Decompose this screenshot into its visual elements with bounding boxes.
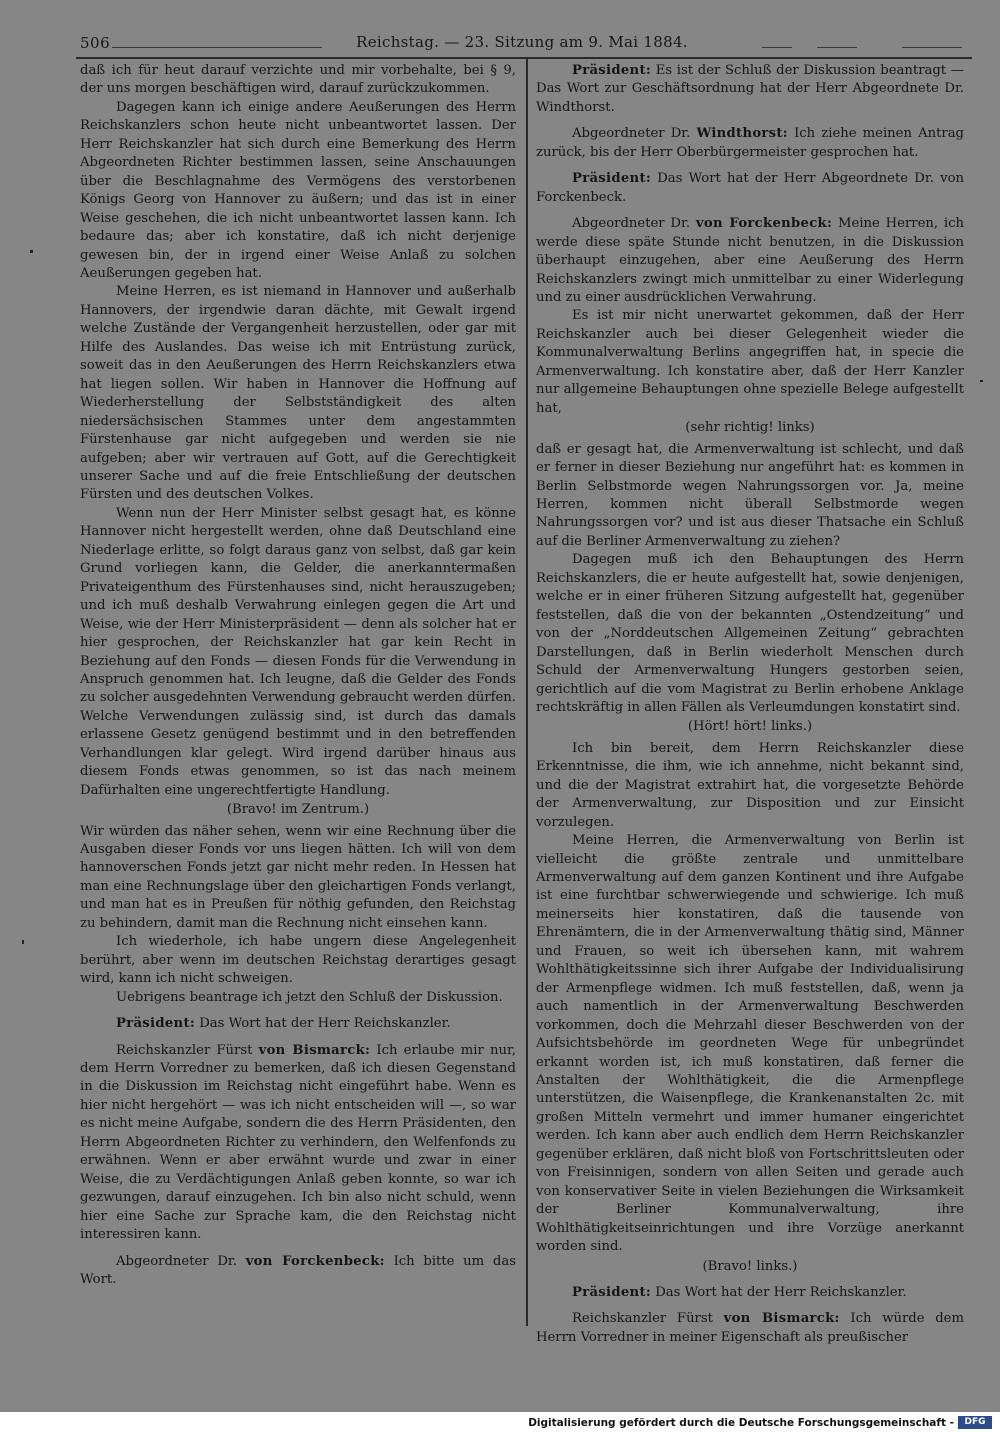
paragraph-text: Wir würden das näher sehen, wenn wir eine Rechnung über die Ausgaben dieser Fonds vor uns liegen hätten. Ich will von dem hannoverschen Fonds jetzt gar nicht mehr reden. In Hessen hat man eine Rechnungslage über den gleichartigen Fonds verlangt, und man hat es in Preußen für nöthig gefunden, den Reichstag zu behindern, damit man die Rechnung nicht einsehen kann.	[80, 823, 516, 931]
paragraph	[536, 1284, 964, 1302]
speaker-title: Reichskanzler Fürst	[572, 1311, 724, 1327]
speaker-name: von Forckenbeck:	[245, 1253, 385, 1269]
page-header	[72, 30, 972, 56]
speaker-name: von Forckenbeck:	[695, 216, 833, 232]
paragraph	[536, 1310, 964, 1347]
paragraph-text: Uebrigens beantrage ich jetzt den Schluß der Diskussion.	[116, 989, 503, 1005]
paragraph-text: Es ist mir nicht unerwartet gekommen, daß der Herr Reichskanzler auch bei dieser Gelegenheit wieder die Kommunalverwaltung Berlins angegriffen hat, in specie die Armenverwaltung. Ich konstatire aber, daß der Herr Kanzler nur allgemeine Behauptungen ohne spezielle Belege aufgestellt hat,	[536, 308, 964, 416]
scan-speck	[22, 940, 24, 944]
paragraph	[536, 125, 964, 162]
paragraph	[536, 215, 964, 307]
paragraph	[80, 62, 516, 99]
paragraph-text: Ich ziehe meinen Antrag zurück, bis der Herr Oberbürgermeister gesprochen hat.	[536, 126, 965, 160]
right-column	[536, 62, 965, 1345]
funding-note: Digitalisierung gefördert durch die Deutsche Forschungsgemeinschaft -	[528, 1417, 954, 1429]
paragraph-text: (Hört! hört! links.)	[687, 719, 813, 735]
paragraph	[536, 832, 964, 1256]
digitization-footer	[0, 1414, 1000, 1432]
paragraph-text: (Bravo! links.)	[702, 1258, 798, 1274]
paragraph-text: (Bravo! im Zentrum.)	[226, 802, 370, 818]
speaker-name: Präsident:	[572, 63, 652, 78]
paragraph-text: Ich bin bereit, dem Herrn Reichskanzler diese Erkenntnisse, die ihm, wie ich annehme, nicht bekannt sind, und die der Magistrat extrahirt hat, die vorgesetzte Behörde der Armenverwaltung, zur Disposition und zur Einsicht vorzulegen.	[536, 740, 964, 830]
speaker-name: Windthorst:	[696, 126, 788, 142]
paragraph-text: (sehr richtig! links)	[685, 420, 815, 436]
page-number: 506	[80, 34, 111, 52]
paragraph	[80, 283, 516, 504]
paragraph	[536, 170, 964, 207]
speaker-title: Abgeordneter Dr.	[116, 1253, 246, 1269]
speaker-name: Präsident:	[572, 171, 652, 187]
speaker-name: von Bismarck:	[723, 1311, 840, 1327]
speaker-name: Präsident:	[116, 1016, 196, 1032]
header-rule-right-2	[817, 47, 857, 48]
left-column	[80, 62, 516, 1332]
dfg-logo: DFG	[958, 1416, 992, 1429]
speaker-title: Reichskanzler Fürst	[116, 1042, 259, 1058]
paragraph	[536, 307, 964, 418]
paragraph	[80, 1042, 516, 1245]
paragraph-text: Das Wort hat der Herr Abgeordnete Dr. von Forckenbeck.	[536, 171, 964, 205]
paragraph-text: Wenn nun der Herr Minister selbst gesagt hat, es könne Hannover nicht hergestellt werden, ohne daß Deutschland eine Niederlage erlitte, so folgt daraus ganz von selbst, daß gar kein Grund vorliegen kann, die Gelder, die anerkanntermaßen Privateigenthum des Fürstenhauses sind, nicht herauszugeben; und ich muß deshalb Verwahrung einlegen gegen die Art und Weise, wie der Herr Ministerpräsident — denn als solcher hat er hier gesprochen, der Reichskanzler hat gar kein Recht in Beziehung auf den Fonds — diesen Fonds für die Verwendung in Anspruch genommen hat. Ich leugne, daß die Gelder des Fonds zu solcher ausgedehnten Verwendung gebraucht werden dürfen. Welche Verwendungen zulässig sind, ist durch das damals erlassene Gesetz genügend bestimmt und in den betreffenden Verhandlungen klar gelegt. Wird irgend darüber hinaus aus diesem Fonds etwas genommen, so ist das nach meinem Dafürhalten eine ungerechtfertigte Handlung.	[80, 505, 516, 798]
paragraph	[80, 933, 516, 988]
speaker-title: Abgeordneter Dr.	[572, 216, 696, 232]
scan-speck	[30, 250, 33, 253]
paragraph-text: daß ich für heut darauf verzichte und mir vorbehalte, bei § 9, der uns morgen beschäftigen wird, darauf zurückzukommen.	[80, 63, 516, 97]
paragraph-text: Dagegen kann ich einige andere Aeußerungen des Herrn Reichskanzlers schon heute nicht unbeantwortet lassen. Der Herr Reichskanzler hat sich durch eine Bemerkung des Herrn Abgeordneten Richter bestimmen lassen, seine Anschauungen über die Beschlagnahme des Vermögens des verstorbenen Königs Georg von Hannover zu äußern; und das ist in einer Weise geschehen, die ich nicht unbeantwortet lassen kann. Ich bedaure das; aber ich konstatire, daß ich nicht derjenige gewesen bin, der in irgend einer Weise Anlaß zu solchen Aeußerungen gegeben hat.	[80, 99, 516, 281]
speaker-name: Präsident:	[572, 1285, 652, 1300]
header-rule-left	[112, 47, 322, 48]
speaker-title: Abgeordneter Dr.	[572, 126, 697, 142]
interjection	[80, 801, 516, 819]
header-rule-right-3	[902, 47, 962, 48]
paragraph-text: Das Wort hat der Herr Reichskanzler.	[651, 1285, 907, 1300]
paragraph-text: Meine Herren, ich werde diese späte Stunde nicht benutzen, in die Diskussion überhaupt einzugehen, aber eine Aeußerung des Herrn Reichskanzlers zwingt mich unmittelbar zu einer Widerlegung und zu einer ausdrücklichen Verwahrung.	[536, 216, 964, 305]
paragraph	[80, 99, 516, 284]
paragraph	[80, 505, 516, 800]
paragraph	[536, 441, 964, 552]
paragraph-text: Meine Herren, die Armenverwaltung von Berlin ist vielleicht die größte zentrale und unmittelbare Armenverwaltung auf dem ganzen Kontinent und ihre Aufgabe ist eine furchtbar schwerwiegende und schwierige. Ich muß meinerseits hier konstatiren, daß die tausende von Ehrenämtern, die in der Armenverwaltung thätig sind, Männer und Frauen, so weit ich übersehen kann, mit wahrem Wohlthätigkeitssinne sich ihrer Aufgabe der Individualisirung der Armenpflege widmen. Ich muß feststellen, daß, wenn ja auch namentlich in der Armenverwaltung Beschwerden vorkommen, doch die Mehrzahl dieser Beschwerden von der Aufsichtsbehörde im geordneten Wege für unbegründet erkannt worden ist, ich muß konstatiren, daß ferner die Anstalten der Wohlthätigkeit, die die Armenpflege unterstützen, die Waisenpflege, die Krankenanstalten 2c. mit großen Mitteln vermehrt und immer humaner eingerichtet werden. Ich kann aber auch endlich dem Herrn Reichskanzler gegenüber erklären, daß nicht bloß von Fortschrittsleuten oder von Freisinnigen, sondern von allen Seiten und gerade auch von konservativer Seite in vielen Beziehungen die Wirksamkeit der Berliner Kommunalverwaltung, ihre Wohlthätigkeitseinrichtungen und ihre Vorzüge anerkannt worden sind.	[536, 833, 964, 1255]
paragraph	[80, 989, 516, 1007]
paragraph-text: Ich würde dem Herrn Vorredner in meiner Eigenschaft als preußischer	[536, 1311, 964, 1345]
interjection	[536, 419, 964, 437]
paragraph-text: daß er gesagt hat, die Armenverwaltung ist schlecht, und daß er ferner in dieser Beziehung nur angeführt hat: es kommen in Berlin Selbstmorde wegen Nahrungssorgen vor. Ja, meine Herren, kommen nicht überall Selbstmorde wegen Nahrungssorgen vor? und ist aus dieser Thatsache ein Schluß auf die Berliner Armenverwaltung zu ziehen?	[536, 441, 964, 549]
header-divider	[76, 57, 972, 59]
paragraph-text: Meine Herren, es ist niemand in Hannover und außerhalb Hannovers, der irgendwie daran dächte, mit Gewalt irgend welche Zustände der Vergangenheit herzustellen, oder gar mit Hilfe des Auslandes. Das weise ich mit Entrüstung zurück, soweit das in den Aeußerungen des Herrn Reichskanzlers etwa hat liegen sollen. Wir haben in Hannover die Hoffnung auf Wiederherstellung der Selbstständigkeit des alten niedersächsischen Stammes unter dem angestammten Fürstenhause gar nicht aufgegeben und werden sie nie aufgeben; aber wir vertrauen auf Gott, auf die Gerechtigkeit unserer Sache und auf die freie Entschließung der deutschen Fürsten und des deutschen Volkes.	[80, 284, 516, 503]
interjection	[536, 1258, 964, 1276]
header-rule-right-1	[762, 47, 792, 48]
running-title: Reichstag. — 23. Sitzung am 9. Mai 1884.	[356, 33, 688, 51]
paragraph-text: Ich wiederhole, ich habe ungern diese Angelegenheit berührt, aber wenn im deutschen Reichstag derartiges gesagt wird, kann ich nicht schweigen.	[80, 934, 516, 987]
speaker-name: von Bismarck:	[258, 1042, 371, 1058]
paragraph-text: Das Wort hat der Herr Reichskanzler.	[195, 1016, 451, 1032]
paragraph	[536, 740, 964, 832]
paragraph	[80, 1253, 516, 1290]
paragraph	[80, 1015, 516, 1033]
paragraph-text: Es ist der Schluß der Diskussion beantragt — Das Wort zur Geschäftsordnung hat der Herr Abgeordnete Dr. Windthorst.	[536, 63, 964, 115]
paragraph	[536, 62, 964, 117]
interjection	[536, 718, 964, 736]
paragraph-text: Ich erlaube mir nur, dem Herrn Vorredner zu bemerken, daß ich diesen Gegenstand in die Diskussion im Reichstag nicht eingeführt habe. Wenn es hier nicht hergehört — was ich nicht entscheiden will —, so war es nicht meine Aufgabe, sondern die des Herrn Präsidenten, den Herrn Abgeordneten Richter zu verhindern, den Welfenfonds zu erwähnen. Wenn er aber erwähnt wurde und zwar in einer Weise, die zu Verdächtigungen Anlaß geben konnte, so war ich gezwungen, darauf einzugehen. Ich bin also nicht schuld, wenn hier eine Sache zur Sprache kam, die den Reichstag nicht interessiren kann.	[80, 1042, 517, 1243]
paragraph	[80, 823, 516, 934]
paragraph	[536, 551, 964, 717]
paragraph-text: Dagegen muß ich den Behauptungen des Herrn Reichskanzlers, die er heute aufgestellt hat, sowie denjenigen, welche er in einer früheren Sitzung aufgestellt hat, gegenüber feststellen, daß die von der bekannten „Ostendzeitung“ und von der „Norddeutschen Allgemeinen Zeitung“ gebrachten Darstellungen, daß in Berlin wiederholt Menschen durch Schuld der Armenverwaltung Hungers gestorben seien, gerichtlich auf die vom Magistrat zu Berlin erhobene Anklage rechtskräftig in allen Fällen als Verleumdungen konstatirt sind.	[536, 552, 964, 715]
column-divider	[526, 58, 528, 1326]
paragraph-text: Ich bitte um das Wort.	[80, 1253, 516, 1287]
scan-speck	[980, 380, 983, 382]
